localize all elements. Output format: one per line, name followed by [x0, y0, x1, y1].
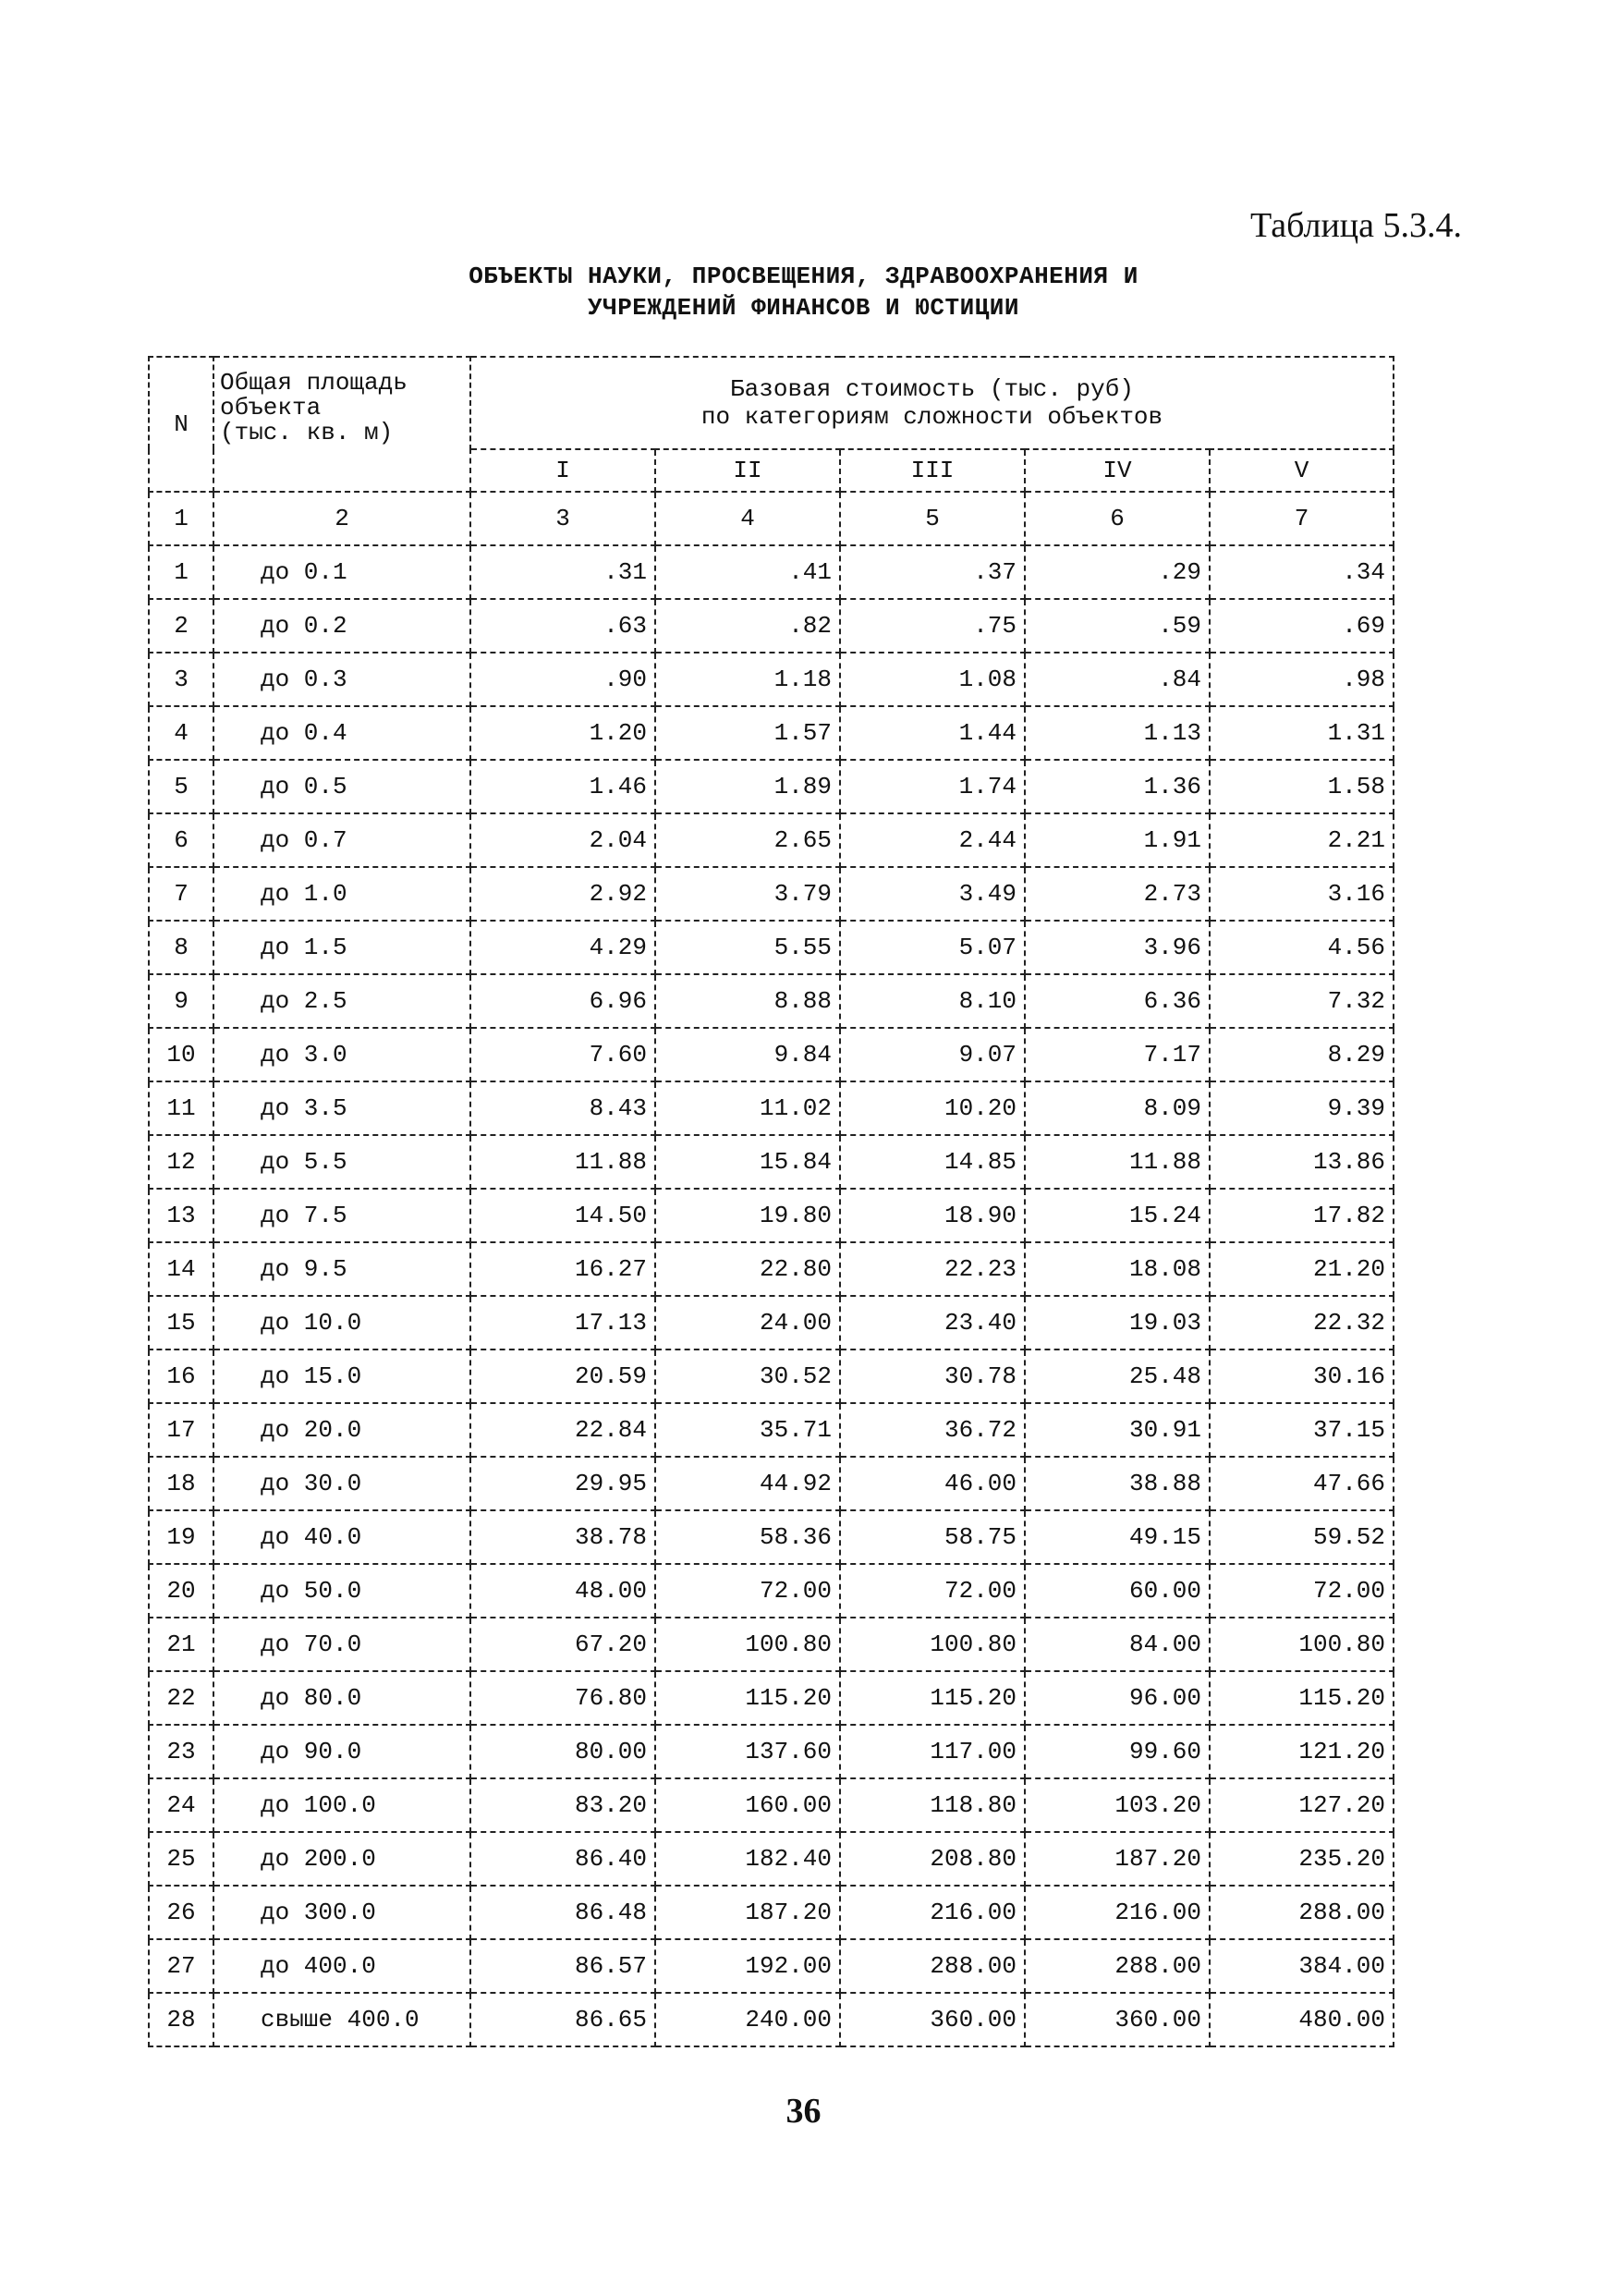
area-cell: до 3.5	[213, 1081, 470, 1135]
cost-cell: 240.00	[655, 1993, 840, 2046]
cost-cell: 36.72	[840, 1403, 1025, 1457]
row-number: 1	[149, 545, 213, 599]
table-row	[149, 1028, 1394, 1081]
table-row	[149, 1350, 1394, 1403]
table-title	[0, 261, 1607, 324]
cost-cell: 83.20	[470, 1778, 655, 1832]
cost-cell: 20.59	[470, 1350, 655, 1403]
cost-table	[148, 356, 1394, 2047]
table-row	[149, 1671, 1394, 1725]
area-cell: до 3.0	[213, 1028, 470, 1081]
cost-cell: 115.20	[655, 1671, 840, 1725]
table-header-row	[149, 357, 1394, 449]
area-cell: до 0.3	[213, 653, 470, 706]
row-number: 18	[149, 1457, 213, 1510]
cost-cell: 4.29	[470, 921, 655, 974]
header-area	[213, 357, 470, 492]
cost-cell: 10.20	[840, 1081, 1025, 1135]
cost-cell: 117.00	[840, 1725, 1025, 1778]
table-row	[149, 1189, 1394, 1242]
row-number: 11	[149, 1081, 213, 1135]
table-row	[149, 1939, 1394, 1993]
cost-cell: 9.84	[655, 1028, 840, 1081]
cost-cell: 187.20	[655, 1886, 840, 1939]
cost-cell: 4.56	[1210, 921, 1394, 974]
cost-cell: 72.00	[655, 1564, 840, 1618]
cost-cell: 14.85	[840, 1135, 1025, 1189]
cost-cell: 72.00	[1210, 1564, 1394, 1618]
area-cell: до 30.0	[213, 1457, 470, 1510]
column-number: 7	[1210, 492, 1394, 545]
cost-cell: 160.00	[655, 1778, 840, 1832]
cost-cell: 24.00	[655, 1296, 840, 1350]
table-row	[149, 1618, 1394, 1671]
cost-cell: 7.32	[1210, 974, 1394, 1028]
category-header: IV	[1025, 449, 1210, 492]
row-number: 3	[149, 653, 213, 706]
cost-cell: 22.23	[840, 1242, 1025, 1296]
area-cell: до 40.0	[213, 1510, 470, 1564]
cost-cell: 14.50	[470, 1189, 655, 1242]
column-number: 2	[213, 492, 470, 545]
cost-cell: 30.78	[840, 1350, 1025, 1403]
row-number: 2	[149, 599, 213, 653]
cost-cell: 23.40	[840, 1296, 1025, 1350]
cost-cell: 18.90	[840, 1189, 1025, 1242]
row-number: 25	[149, 1832, 213, 1886]
row-number: 19	[149, 1510, 213, 1564]
table-title-line-2: УЧРЕЖДЕНИЙ ФИНАНСОВ И ЮСТИЦИИ	[588, 294, 1019, 322]
table-row	[149, 599, 1394, 653]
cost-cell: 80.00	[470, 1725, 655, 1778]
cost-cell: 60.00	[1025, 1564, 1210, 1618]
cost-cell: 17.82	[1210, 1189, 1394, 1242]
cost-cell: 100.80	[840, 1618, 1025, 1671]
row-number: 27	[149, 1939, 213, 1993]
cost-cell: 3.16	[1210, 867, 1394, 921]
table-row	[149, 1403, 1394, 1457]
table-row	[149, 1510, 1394, 1564]
cost-cell: 86.40	[470, 1832, 655, 1886]
area-cell: до 0.1	[213, 545, 470, 599]
cost-cell: 6.96	[470, 974, 655, 1028]
area-cell: до 7.5	[213, 1189, 470, 1242]
cost-cell: 8.10	[840, 974, 1025, 1028]
table-row	[149, 1081, 1394, 1135]
cost-cell: 15.24	[1025, 1189, 1210, 1242]
cost-cell: 8.88	[655, 974, 840, 1028]
cost-cell: 3.79	[655, 867, 840, 921]
cost-cell: 3.96	[1025, 921, 1210, 974]
cost-cell: 30.16	[1210, 1350, 1394, 1403]
cost-cell: 100.80	[1210, 1618, 1394, 1671]
cost-cell: 1.74	[840, 760, 1025, 813]
row-number: 24	[149, 1778, 213, 1832]
row-number: 15	[149, 1296, 213, 1350]
cost-cell: .75	[840, 599, 1025, 653]
area-cell: до 2.5	[213, 974, 470, 1028]
cost-cell: 1.08	[840, 653, 1025, 706]
page-number: 36	[785, 2092, 822, 2131]
area-cell: до 1.5	[213, 921, 470, 974]
cost-cell: 47.66	[1210, 1457, 1394, 1510]
cost-cell: 182.40	[655, 1832, 840, 1886]
row-number: 5	[149, 760, 213, 813]
row-number: 20	[149, 1564, 213, 1618]
cost-cell: 58.36	[655, 1510, 840, 1564]
header-area-line-1: Общая площадь	[220, 369, 408, 397]
cost-cell: 59.52	[1210, 1510, 1394, 1564]
cost-cell: 2.92	[470, 867, 655, 921]
cost-cell: 22.80	[655, 1242, 840, 1296]
cost-cell: 1.89	[655, 760, 840, 813]
table-row	[149, 1135, 1394, 1189]
table-row	[149, 653, 1394, 706]
table-row	[149, 1296, 1394, 1350]
area-cell: до 0.5	[213, 760, 470, 813]
cost-cell: 37.15	[1210, 1403, 1394, 1457]
cost-cell: .41	[655, 545, 840, 599]
cost-cell: 86.48	[470, 1886, 655, 1939]
cost-cell: 2.21	[1210, 813, 1394, 867]
row-number: 26	[149, 1886, 213, 1939]
cost-cell: 137.60	[655, 1725, 840, 1778]
table-row	[149, 867, 1394, 921]
cost-cell: 19.80	[655, 1189, 840, 1242]
cost-cell: 15.84	[655, 1135, 840, 1189]
cost-cell: 1.44	[840, 706, 1025, 760]
cost-cell: 9.07	[840, 1028, 1025, 1081]
cost-cell: 44.92	[655, 1457, 840, 1510]
cost-cell: .84	[1025, 653, 1210, 706]
area-cell: до 50.0	[213, 1564, 470, 1618]
cost-cell: 288.00	[1210, 1886, 1394, 1939]
row-number: 6	[149, 813, 213, 867]
cost-cell: 1.91	[1025, 813, 1210, 867]
category-header: II	[655, 449, 840, 492]
header-area-line-2: объекта	[220, 394, 322, 421]
area-cell: до 300.0	[213, 1886, 470, 1939]
table-row	[149, 545, 1394, 599]
header-base-line-2: по категориям сложности объектов	[700, 403, 1163, 431]
cost-cell: 72.00	[840, 1564, 1025, 1618]
cost-cell: 30.91	[1025, 1403, 1210, 1457]
cost-cell: 22.84	[470, 1403, 655, 1457]
table-row	[149, 813, 1394, 867]
row-number: 21	[149, 1618, 213, 1671]
cost-cell: 216.00	[840, 1886, 1025, 1939]
table-row	[149, 706, 1394, 760]
cost-cell: 2.44	[840, 813, 1025, 867]
cost-cell: 13.86	[1210, 1135, 1394, 1189]
cost-cell: 118.80	[840, 1778, 1025, 1832]
cost-cell: .69	[1210, 599, 1394, 653]
cost-cell: 21.20	[1210, 1242, 1394, 1296]
row-number: 9	[149, 974, 213, 1028]
row-number: 28	[149, 1993, 213, 2046]
cost-cell: .37	[840, 545, 1025, 599]
cost-cell: 1.31	[1210, 706, 1394, 760]
cost-cell: 2.73	[1025, 867, 1210, 921]
cost-cell: 17.13	[470, 1296, 655, 1350]
cost-cell: 11.02	[655, 1081, 840, 1135]
table-row	[149, 921, 1394, 974]
cost-cell: 8.29	[1210, 1028, 1394, 1081]
area-cell: до 100.0	[213, 1778, 470, 1832]
cost-cell: 19.03	[1025, 1296, 1210, 1350]
cost-cell: .34	[1210, 545, 1394, 599]
cost-cell: 480.00	[1210, 1993, 1394, 2046]
row-number: 17	[149, 1403, 213, 1457]
row-number: 14	[149, 1242, 213, 1296]
cost-cell: 8.43	[470, 1081, 655, 1135]
cost-cell: 35.71	[655, 1403, 840, 1457]
area-cell: до 20.0	[213, 1403, 470, 1457]
cost-cell: 22.32	[1210, 1296, 1394, 1350]
cost-cell: 1.57	[655, 706, 840, 760]
cost-cell: .29	[1025, 545, 1210, 599]
column-number: 5	[840, 492, 1025, 545]
cost-cell: .59	[1025, 599, 1210, 653]
cost-cell: 103.20	[1025, 1778, 1210, 1832]
row-number: 7	[149, 867, 213, 921]
cost-cell: 1.13	[1025, 706, 1210, 760]
row-number: 13	[149, 1189, 213, 1242]
category-header: I	[470, 449, 655, 492]
row-number: 23	[149, 1725, 213, 1778]
cost-cell: 7.60	[470, 1028, 655, 1081]
area-cell: до 0.7	[213, 813, 470, 867]
row-number: 22	[149, 1671, 213, 1725]
area-cell: до 200.0	[213, 1832, 470, 1886]
table-row	[149, 974, 1394, 1028]
cost-cell: 115.20	[840, 1671, 1025, 1725]
cost-cell: 86.57	[470, 1939, 655, 1993]
area-cell: до 400.0	[213, 1939, 470, 1993]
cost-cell: 1.18	[655, 653, 840, 706]
cost-cell: 99.60	[1025, 1725, 1210, 1778]
cost-cell: 58.75	[840, 1510, 1025, 1564]
cost-cell: 360.00	[1025, 1993, 1210, 2046]
column-number: 6	[1025, 492, 1210, 545]
header-base-line-1: Базовая стоимость (тыс. руб)	[730, 375, 1134, 403]
cost-cell: 3.49	[840, 867, 1025, 921]
table-title-line-1: ОБЪЕКТЫ НАУКИ, ПРОСВЕЩЕНИЯ, ЗДРАВООХРАНЕНИЯ И	[469, 263, 1138, 290]
cost-cell: .90	[470, 653, 655, 706]
column-number: 3	[470, 492, 655, 545]
area-cell: до 1.0	[213, 867, 470, 921]
area-cell: до 15.0	[213, 1350, 470, 1403]
row-number: 10	[149, 1028, 213, 1081]
category-header: III	[840, 449, 1025, 492]
cost-cell: 384.00	[1210, 1939, 1394, 1993]
cost-cell: 288.00	[840, 1939, 1025, 1993]
cost-cell: 127.20	[1210, 1778, 1394, 1832]
cost-cell: 11.88	[1025, 1135, 1210, 1189]
cost-cell: .63	[470, 599, 655, 653]
cost-cell: 76.80	[470, 1671, 655, 1725]
cost-cell: 8.09	[1025, 1081, 1210, 1135]
cost-cell: 115.20	[1210, 1671, 1394, 1725]
table-row	[149, 1564, 1394, 1618]
cost-cell: 49.15	[1025, 1510, 1210, 1564]
cost-cell: 29.95	[470, 1457, 655, 1510]
column-number: 4	[655, 492, 840, 545]
area-cell: до 80.0	[213, 1671, 470, 1725]
cost-cell: 2.04	[470, 813, 655, 867]
cost-cell: 187.20	[1025, 1832, 1210, 1886]
cost-cell: 16.27	[470, 1242, 655, 1296]
cost-cell: 67.20	[470, 1618, 655, 1671]
area-cell: до 90.0	[213, 1725, 470, 1778]
cost-cell: 360.00	[840, 1993, 1025, 2046]
row-number: 8	[149, 921, 213, 974]
table-row	[149, 1242, 1394, 1296]
cost-cell: 6.36	[1025, 974, 1210, 1028]
row-number: 16	[149, 1350, 213, 1403]
header-base-cost	[470, 357, 1394, 449]
cost-cell: .31	[470, 545, 655, 599]
cost-cell: 38.78	[470, 1510, 655, 1564]
cost-cell: 38.88	[1025, 1457, 1210, 1510]
cost-cell: 216.00	[1025, 1886, 1210, 1939]
cost-cell: 1.20	[470, 706, 655, 760]
row-number: 12	[149, 1135, 213, 1189]
header-area-line-3: (тыс. кв. м)	[220, 419, 394, 446]
area-cell: до 10.0	[213, 1296, 470, 1350]
cost-cell: 48.00	[470, 1564, 655, 1618]
cost-cell: 46.00	[840, 1457, 1025, 1510]
cost-cell: 84.00	[1025, 1618, 1210, 1671]
cost-cell: 100.80	[655, 1618, 840, 1671]
cost-cell: 1.36	[1025, 760, 1210, 813]
category-header: V	[1210, 449, 1394, 492]
cost-cell: 235.20	[1210, 1832, 1394, 1886]
table-row	[149, 1832, 1394, 1886]
cost-cell: 208.80	[840, 1832, 1025, 1886]
cost-cell: 2.65	[655, 813, 840, 867]
cost-cell: 288.00	[1025, 1939, 1210, 1993]
cost-cell: 1.58	[1210, 760, 1394, 813]
cost-cell: 121.20	[1210, 1725, 1394, 1778]
cost-cell: 5.07	[840, 921, 1025, 974]
cost-cell: 96.00	[1025, 1671, 1210, 1725]
area-cell: до 70.0	[213, 1618, 470, 1671]
row-number: 4	[149, 706, 213, 760]
table-row	[149, 1778, 1394, 1832]
cost-cell: 25.48	[1025, 1350, 1210, 1403]
cost-cell: 86.65	[470, 1993, 655, 2046]
cost-cell: 9.39	[1210, 1081, 1394, 1135]
area-cell: свыше 400.0	[213, 1993, 470, 2046]
cost-cell: 1.46	[470, 760, 655, 813]
table-row	[149, 1993, 1394, 2046]
cost-cell: 30.52	[655, 1350, 840, 1403]
cost-cell: 192.00	[655, 1939, 840, 1993]
column-number-row	[149, 492, 1394, 545]
cost-cell: 5.55	[655, 921, 840, 974]
header-n: N	[149, 357, 213, 492]
area-cell: до 0.4	[213, 706, 470, 760]
cost-cell: .82	[655, 599, 840, 653]
cost-cell: 11.88	[470, 1135, 655, 1189]
cost-cell: 7.17	[1025, 1028, 1210, 1081]
table-label: Таблица 5.3.4.	[1249, 206, 1462, 245]
table-row	[149, 760, 1394, 813]
area-cell: до 5.5	[213, 1135, 470, 1189]
column-number: 1	[149, 492, 213, 545]
cost-cell: .98	[1210, 653, 1394, 706]
cost-cell: 18.08	[1025, 1242, 1210, 1296]
table-row	[149, 1886, 1394, 1939]
area-cell: до 0.2	[213, 599, 470, 653]
table-row	[149, 1725, 1394, 1778]
area-cell: до 9.5	[213, 1242, 470, 1296]
table-row	[149, 1457, 1394, 1510]
